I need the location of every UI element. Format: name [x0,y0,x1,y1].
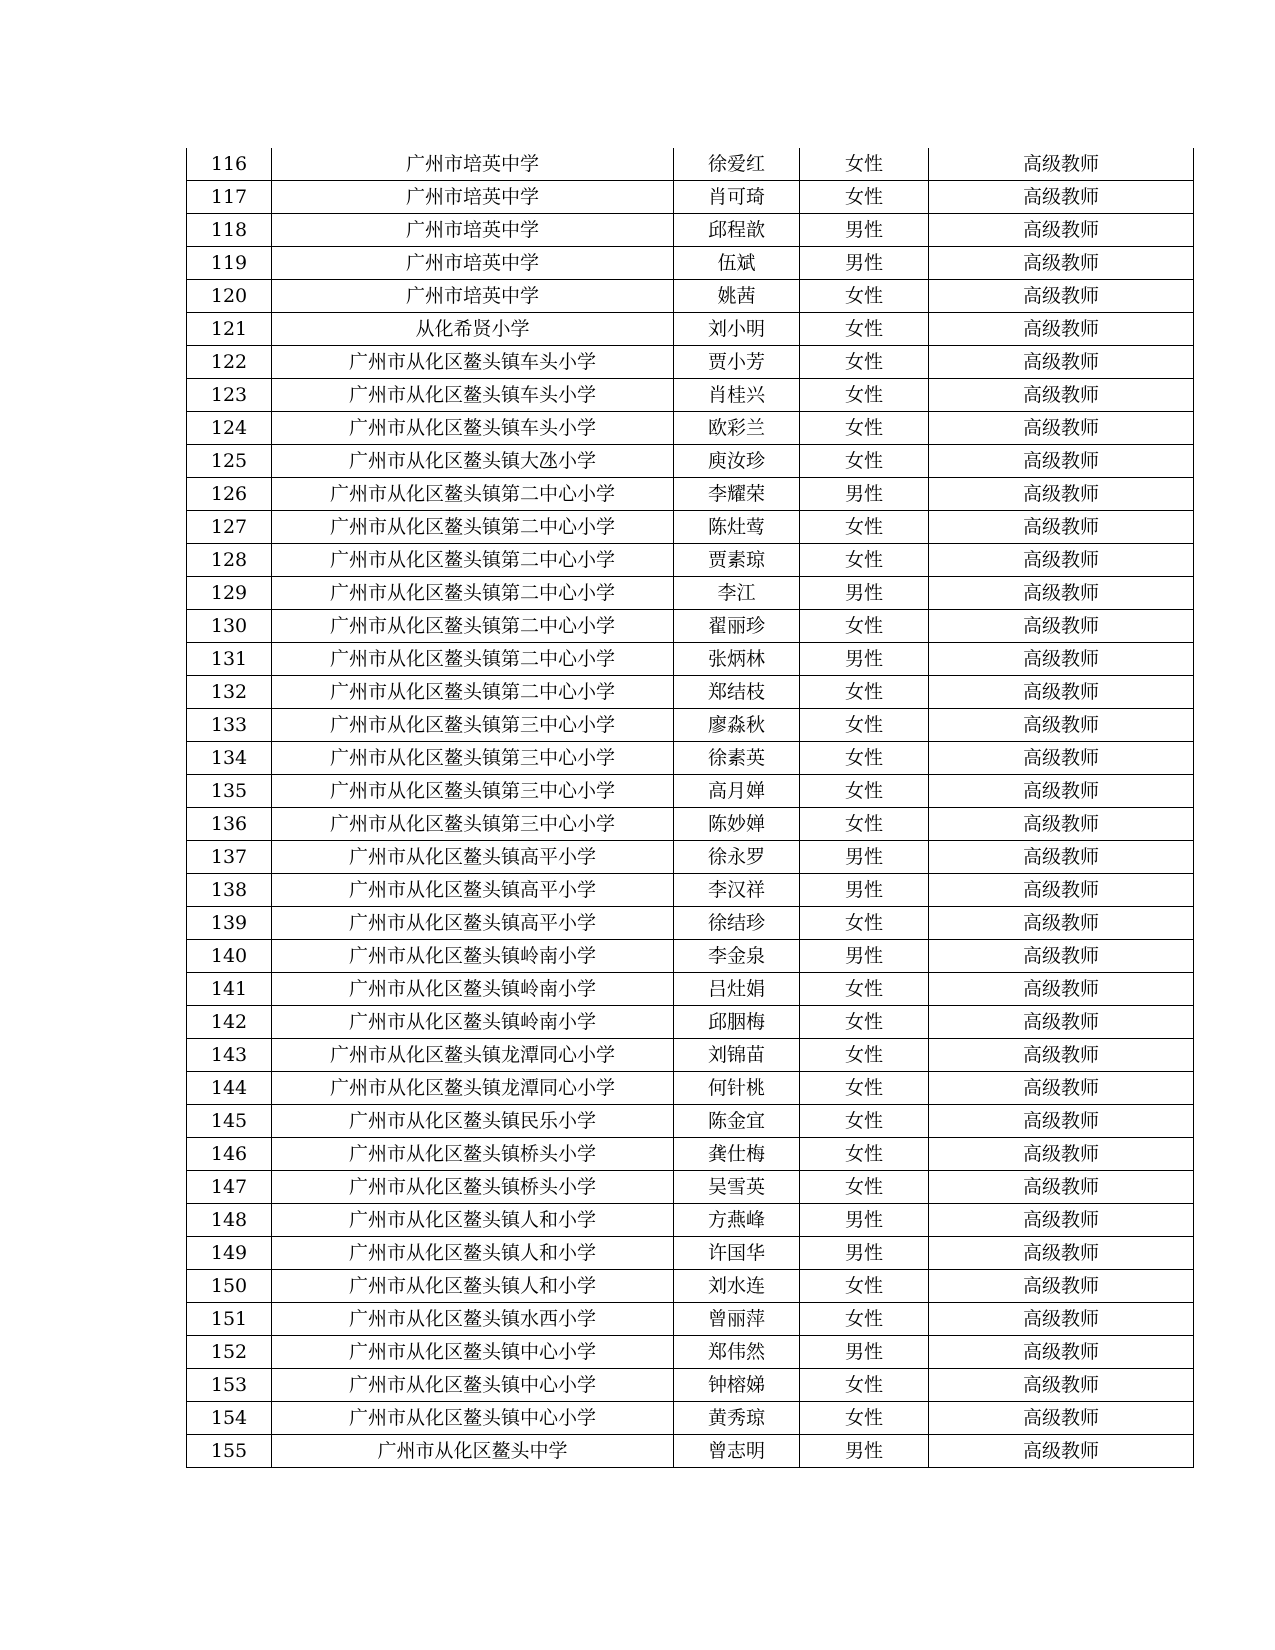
cell-number: 151 [187,1303,272,1336]
cell-gender: 女性 [800,1270,929,1303]
cell-gender: 女性 [800,1303,929,1336]
cell-teacher-name: 庾汝珍 [674,445,800,478]
cell-gender: 男性 [800,214,929,247]
cell-gender: 女性 [800,610,929,643]
cell-school: 广州市从化区鳌头镇车头小学 [272,346,674,379]
cell-number: 130 [187,610,272,643]
cell-gender: 女性 [800,412,929,445]
table-row [187,478,1194,511]
cell-title: 高级教师 [929,1303,1194,1336]
cell-number: 119 [187,247,272,280]
cell-teacher-name: 徐结珍 [674,907,800,940]
table-row [187,280,1194,313]
cell-number: 142 [187,1006,272,1039]
cell-title: 高级教师 [929,1039,1194,1072]
cell-title: 高级教师 [929,346,1194,379]
cell-number: 152 [187,1336,272,1369]
table-row [187,1072,1194,1105]
cell-title: 高级教师 [929,874,1194,907]
table-row [187,1369,1194,1402]
cell-gender: 男性 [800,247,929,280]
cell-school: 广州市从化区鳌头镇高平小学 [272,874,674,907]
cell-teacher-name: 欧彩兰 [674,412,800,445]
table-row [187,181,1194,214]
cell-title: 高级教师 [929,676,1194,709]
cell-title: 高级教师 [929,643,1194,676]
cell-gender: 女性 [800,742,929,775]
cell-title: 高级教师 [929,940,1194,973]
cell-number: 128 [187,544,272,577]
cell-teacher-name: 陈妙婵 [674,808,800,841]
cell-teacher-name: 廖淼秋 [674,709,800,742]
cell-teacher-name: 翟丽珍 [674,610,800,643]
cell-number: 116 [187,148,272,181]
table-row [187,214,1194,247]
table-row [187,247,1194,280]
cell-title: 高级教师 [929,577,1194,610]
table-row [187,313,1194,346]
cell-number: 118 [187,214,272,247]
cell-teacher-name: 黄秀琼 [674,1402,800,1435]
cell-teacher-name: 陈金宜 [674,1105,800,1138]
cell-teacher-name: 姚茜 [674,280,800,313]
table-row [187,1270,1194,1303]
cell-number: 148 [187,1204,272,1237]
cell-school: 广州市从化区鳌头镇桥头小学 [272,1171,674,1204]
cell-number: 129 [187,577,272,610]
cell-school: 广州市培英中学 [272,214,674,247]
cell-number: 154 [187,1402,272,1435]
cell-school: 广州市从化区鳌头镇桥头小学 [272,1138,674,1171]
cell-gender: 男性 [800,1237,929,1270]
table-row [187,643,1194,676]
cell-school: 广州市从化区鳌头镇岭南小学 [272,940,674,973]
cell-title: 高级教师 [929,1369,1194,1402]
cell-gender: 女性 [800,379,929,412]
cell-title: 高级教师 [929,1072,1194,1105]
cell-title: 高级教师 [929,610,1194,643]
cell-teacher-name: 李金泉 [674,940,800,973]
cell-teacher-name: 陈灶莺 [674,511,800,544]
cell-teacher-name: 郑伟然 [674,1336,800,1369]
cell-title: 高级教师 [929,1138,1194,1171]
cell-gender: 男性 [800,1336,929,1369]
table-row [187,445,1194,478]
cell-number: 140 [187,940,272,973]
cell-teacher-name: 何针桃 [674,1072,800,1105]
cell-school: 广州市从化区鳌头镇第三中心小学 [272,742,674,775]
cell-number: 136 [187,808,272,841]
table-row [187,1039,1194,1072]
cell-gender: 女性 [800,808,929,841]
cell-teacher-name: 刘水连 [674,1270,800,1303]
cell-title: 高级教师 [929,313,1194,346]
table-row [187,1006,1194,1039]
cell-number: 125 [187,445,272,478]
table-row [187,577,1194,610]
cell-teacher-name: 徐爱红 [674,148,800,181]
table-row [187,973,1194,1006]
cell-gender: 女性 [800,1171,929,1204]
cell-number: 117 [187,181,272,214]
cell-gender: 女性 [800,445,929,478]
cell-number: 123 [187,379,272,412]
table-row [187,1303,1194,1336]
cell-gender: 女性 [800,544,929,577]
cell-school: 广州市培英中学 [272,247,674,280]
cell-title: 高级教师 [929,1105,1194,1138]
cell-title: 高级教师 [929,445,1194,478]
cell-number: 144 [187,1072,272,1105]
cell-teacher-name: 许国华 [674,1237,800,1270]
cell-teacher-name: 吴雪英 [674,1171,800,1204]
cell-gender: 女性 [800,1039,929,1072]
cell-gender: 女性 [800,181,929,214]
cell-school: 广州市从化区鳌头镇中心小学 [272,1369,674,1402]
cell-gender: 女性 [800,1369,929,1402]
cell-teacher-name: 刘锦苗 [674,1039,800,1072]
cell-school: 广州市从化区鳌头镇高平小学 [272,841,674,874]
cell-title: 高级教师 [929,1270,1194,1303]
cell-teacher-name: 曾丽萍 [674,1303,800,1336]
cell-title: 高级教师 [929,1402,1194,1435]
cell-school: 广州市从化区鳌头镇中心小学 [272,1336,674,1369]
cell-teacher-name: 郑结枝 [674,676,800,709]
cell-teacher-name: 钟榕娣 [674,1369,800,1402]
cell-teacher-name: 曾志明 [674,1435,800,1468]
teacher-list-table-wrapper [186,148,1194,1468]
cell-school: 广州市从化区鳌头镇第二中心小学 [272,676,674,709]
cell-title: 高级教师 [929,1435,1194,1468]
cell-school: 广州市从化区鳌头镇龙潭同心小学 [272,1072,674,1105]
cell-teacher-name: 方燕峰 [674,1204,800,1237]
cell-number: 127 [187,511,272,544]
cell-teacher-name: 伍斌 [674,247,800,280]
cell-gender: 女性 [800,1138,929,1171]
cell-school: 广州市从化区鳌头镇第二中心小学 [272,478,674,511]
cell-school: 广州市从化区鳌头镇第二中心小学 [272,643,674,676]
table-row [187,148,1194,181]
cell-teacher-name: 龚仕梅 [674,1138,800,1171]
table-row [187,709,1194,742]
cell-gender: 女性 [800,511,929,544]
cell-gender: 女性 [800,907,929,940]
cell-teacher-name: 邱程歆 [674,214,800,247]
cell-title: 高级教师 [929,808,1194,841]
cell-number: 137 [187,841,272,874]
cell-teacher-name: 高月婵 [674,775,800,808]
cell-title: 高级教师 [929,511,1194,544]
cell-number: 146 [187,1138,272,1171]
cell-teacher-name: 刘小明 [674,313,800,346]
cell-gender: 男性 [800,1204,929,1237]
cell-title: 高级教师 [929,1171,1194,1204]
cell-gender: 男性 [800,940,929,973]
cell-teacher-name: 徐素英 [674,742,800,775]
cell-teacher-name: 贾素琼 [674,544,800,577]
cell-school: 广州市从化区鳌头镇车头小学 [272,412,674,445]
cell-gender: 女性 [800,709,929,742]
cell-title: 高级教师 [929,412,1194,445]
table-row [187,676,1194,709]
cell-title: 高级教师 [929,280,1194,313]
cell-number: 122 [187,346,272,379]
cell-school: 广州市从化区鳌头镇第三中心小学 [272,775,674,808]
table-row [187,742,1194,775]
cell-school: 广州市从化区鳌头镇人和小学 [272,1237,674,1270]
table-row [187,1171,1194,1204]
cell-school: 广州市从化区鳌头镇第三中心小学 [272,709,674,742]
cell-school: 广州市从化区鳌头镇高平小学 [272,907,674,940]
table-row [187,874,1194,907]
cell-number: 124 [187,412,272,445]
cell-gender: 男性 [800,874,929,907]
cell-number: 135 [187,775,272,808]
cell-school: 广州市培英中学 [272,181,674,214]
cell-school: 广州市从化区鳌头镇岭南小学 [272,973,674,1006]
cell-gender: 女性 [800,1402,929,1435]
cell-teacher-name: 徐永罗 [674,841,800,874]
cell-title: 高级教师 [929,1204,1194,1237]
cell-school: 广州市培英中学 [272,148,674,181]
cell-gender: 女性 [800,676,929,709]
cell-title: 高级教师 [929,1336,1194,1369]
cell-number: 138 [187,874,272,907]
table-row [187,346,1194,379]
cell-title: 高级教师 [929,478,1194,511]
cell-school: 广州市从化区鳌头镇第二中心小学 [272,610,674,643]
cell-school: 广州市从化区鳌头镇龙潭同心小学 [272,1039,674,1072]
cell-gender: 女性 [800,775,929,808]
cell-number: 143 [187,1039,272,1072]
cell-school: 广州市培英中学 [272,280,674,313]
table-row [187,610,1194,643]
table-row [187,1204,1194,1237]
cell-title: 高级教师 [929,148,1194,181]
cell-teacher-name: 肖桂兴 [674,379,800,412]
cell-teacher-name: 李耀荣 [674,478,800,511]
table-row [187,775,1194,808]
cell-school: 从化希贤小学 [272,313,674,346]
cell-title: 高级教师 [929,181,1194,214]
cell-gender: 女性 [800,1072,929,1105]
cell-teacher-name: 贾小芳 [674,346,800,379]
table-body [187,148,1194,1468]
cell-number: 120 [187,280,272,313]
cell-teacher-name: 李江 [674,577,800,610]
table-row [187,511,1194,544]
cell-gender: 男性 [800,1435,929,1468]
cell-school: 广州市从化区鳌头镇人和小学 [272,1270,674,1303]
cell-title: 高级教师 [929,214,1194,247]
cell-school: 广州市从化区鳌头镇岭南小学 [272,1006,674,1039]
cell-title: 高级教师 [929,1237,1194,1270]
cell-school: 广州市从化区鳌头镇第三中心小学 [272,808,674,841]
cell-number: 126 [187,478,272,511]
cell-school: 广州市从化区鳌头镇大氹小学 [272,445,674,478]
cell-number: 132 [187,676,272,709]
cell-title: 高级教师 [929,247,1194,280]
table-row [187,1402,1194,1435]
table-row [187,1237,1194,1270]
table-row [187,1336,1194,1369]
cell-school: 广州市从化区鳌头镇水西小学 [272,1303,674,1336]
table-row [187,841,1194,874]
cell-title: 高级教师 [929,709,1194,742]
cell-gender: 女性 [800,313,929,346]
cell-title: 高级教师 [929,379,1194,412]
cell-school: 广州市从化区鳌头中学 [272,1435,674,1468]
table-row [187,940,1194,973]
cell-gender: 女性 [800,1006,929,1039]
cell-title: 高级教师 [929,973,1194,1006]
cell-number: 150 [187,1270,272,1303]
cell-school: 广州市从化区鳌头镇民乐小学 [272,1105,674,1138]
cell-teacher-name: 张炳林 [674,643,800,676]
table-row [187,379,1194,412]
cell-number: 134 [187,742,272,775]
cell-number: 133 [187,709,272,742]
cell-school: 广州市从化区鳌头镇人和小学 [272,1204,674,1237]
cell-teacher-name: 邱胭梅 [674,1006,800,1039]
cell-title: 高级教师 [929,775,1194,808]
cell-number: 121 [187,313,272,346]
cell-number: 147 [187,1171,272,1204]
cell-title: 高级教师 [929,841,1194,874]
cell-school: 广州市从化区鳌头镇第二中心小学 [272,544,674,577]
cell-gender: 男性 [800,478,929,511]
cell-number: 155 [187,1435,272,1468]
cell-title: 高级教师 [929,907,1194,940]
cell-title: 高级教师 [929,544,1194,577]
cell-gender: 男性 [800,841,929,874]
cell-title: 高级教师 [929,1006,1194,1039]
cell-gender: 女性 [800,973,929,1006]
teacher-list-table [186,148,1194,1468]
cell-title: 高级教师 [929,742,1194,775]
table-row [187,907,1194,940]
cell-gender: 男性 [800,643,929,676]
cell-gender: 女性 [800,148,929,181]
cell-number: 145 [187,1105,272,1138]
cell-school: 广州市从化区鳌头镇中心小学 [272,1402,674,1435]
cell-gender: 女性 [800,346,929,379]
cell-teacher-name: 肖可琦 [674,181,800,214]
table-row [187,1435,1194,1468]
cell-teacher-name: 吕灶娟 [674,973,800,1006]
table-row [187,412,1194,445]
cell-gender: 女性 [800,280,929,313]
table-row [187,1138,1194,1171]
table-row [187,808,1194,841]
cell-gender: 女性 [800,1105,929,1138]
cell-teacher-name: 李汉祥 [674,874,800,907]
cell-number: 131 [187,643,272,676]
cell-school: 广州市从化区鳌头镇第二中心小学 [272,511,674,544]
cell-gender: 男性 [800,577,929,610]
cell-school: 广州市从化区鳌头镇第二中心小学 [272,577,674,610]
table-row [187,1105,1194,1138]
cell-school: 广州市从化区鳌头镇车头小学 [272,379,674,412]
cell-number: 139 [187,907,272,940]
table-row [187,544,1194,577]
cell-number: 153 [187,1369,272,1402]
cell-number: 141 [187,973,272,1006]
cell-number: 149 [187,1237,272,1270]
